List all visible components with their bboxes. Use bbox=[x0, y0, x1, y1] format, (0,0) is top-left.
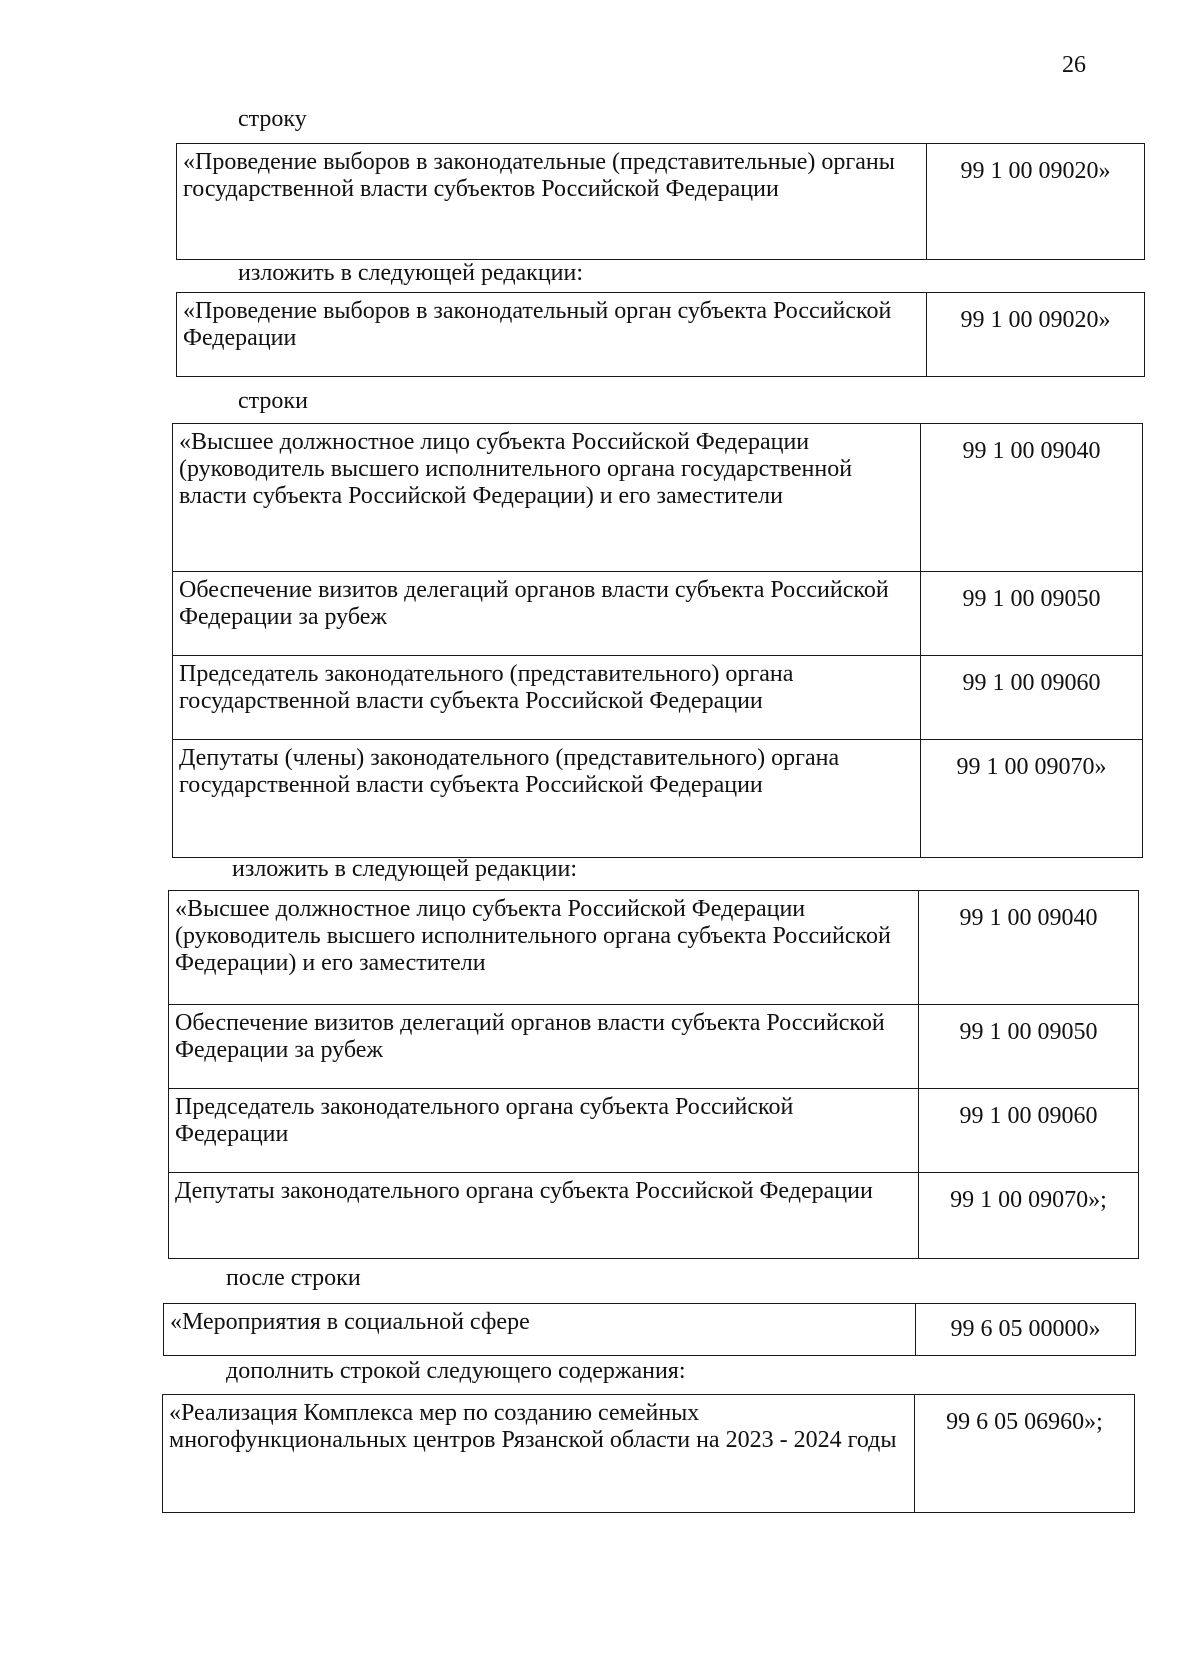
row-text: Обеспечение визитов делегаций органов власти субъекта Российской Федерации за рубеж bbox=[173, 572, 921, 656]
amendment-table bbox=[168, 890, 1139, 1259]
amendment-table bbox=[176, 292, 1145, 377]
block-label: изложить в следующей редакции: bbox=[238, 260, 584, 286]
row-code: 99 1 00 09020» bbox=[927, 144, 1145, 260]
row-code: 99 1 00 09050 bbox=[919, 1005, 1139, 1089]
table-row bbox=[169, 891, 1139, 1005]
row-code: 99 1 00 09070»; bbox=[919, 1173, 1139, 1259]
row-code: 99 1 00 09020» bbox=[927, 293, 1145, 377]
row-code: 99 1 00 09070» bbox=[921, 740, 1143, 858]
row-text: Депутаты законодательного органа субъекта Российской Федерации bbox=[169, 1173, 919, 1259]
table-row bbox=[173, 656, 1143, 740]
amendment-table bbox=[176, 143, 1145, 260]
row-text: «Проведение выборов в законодательный орган субъекта Российской Федерации bbox=[177, 293, 927, 377]
row-code: 99 1 00 09040 bbox=[921, 424, 1143, 572]
block-label: изложить в следующей редакции: bbox=[232, 856, 578, 882]
row-text: «Высшее должностное лицо субъекта Российской Федерации (руководитель высшего исполнительного органа государственной власти субъекта Российской Федерации) и его заместители bbox=[173, 424, 921, 572]
amendment-table bbox=[163, 1303, 1136, 1356]
row-text: Обеспечение визитов делегаций органов власти субъекта Российской Федерации за рубеж bbox=[169, 1005, 919, 1089]
block-label: дополнить строкой следующего содержания: bbox=[226, 1358, 686, 1384]
row-text: «Высшее должностное лицо субъекта Российской Федерации (руководитель высшего исполнительного органа субъекта Российской Федерации) и его заместители bbox=[169, 891, 919, 1005]
row-code: 99 1 00 09060 bbox=[919, 1089, 1139, 1173]
row-text: Председатель законодательного органа субъекта Российской Федерации bbox=[169, 1089, 919, 1173]
table-row bbox=[177, 293, 1145, 377]
block-label: строку bbox=[238, 106, 307, 132]
row-text: Депутаты (члены) законодательного (представительного) органа государственной власти субъекта Российской Федерации bbox=[173, 740, 921, 858]
table-row bbox=[169, 1089, 1139, 1173]
table-row bbox=[173, 424, 1143, 572]
page-number: 26 bbox=[1062, 52, 1086, 78]
block-label: строки bbox=[238, 388, 308, 414]
row-code: 99 1 00 09040 bbox=[919, 891, 1139, 1005]
amendment-table bbox=[162, 1394, 1135, 1513]
table-row bbox=[164, 1304, 1136, 1356]
row-text: «Реализация Комплекса мер по созданию семейных многофункциональных центров Рязанской области на 2023 - 2024 годы bbox=[163, 1395, 915, 1513]
row-code: 99 6 05 06960»; bbox=[915, 1395, 1135, 1513]
row-code: 99 1 00 09060 bbox=[921, 656, 1143, 740]
block-label: после строки bbox=[226, 1265, 361, 1291]
row-code: 99 1 00 09050 bbox=[921, 572, 1143, 656]
row-code: 99 6 05 00000» bbox=[916, 1304, 1136, 1356]
table-row bbox=[173, 572, 1143, 656]
table-row bbox=[163, 1395, 1135, 1513]
amendment-table bbox=[172, 423, 1143, 858]
table-row bbox=[173, 740, 1143, 858]
table-row bbox=[169, 1173, 1139, 1259]
row-text: «Проведение выборов в законодательные (представительные) органы государственной власти субъектов Российской Федерации bbox=[177, 144, 927, 260]
table-row bbox=[169, 1005, 1139, 1089]
table-row bbox=[177, 144, 1145, 260]
row-text: Председатель законодательного (представительного) органа государственной власти субъекта Российской Федерации bbox=[173, 656, 921, 740]
row-text: «Мероприятия в социальной сфере bbox=[164, 1304, 916, 1356]
